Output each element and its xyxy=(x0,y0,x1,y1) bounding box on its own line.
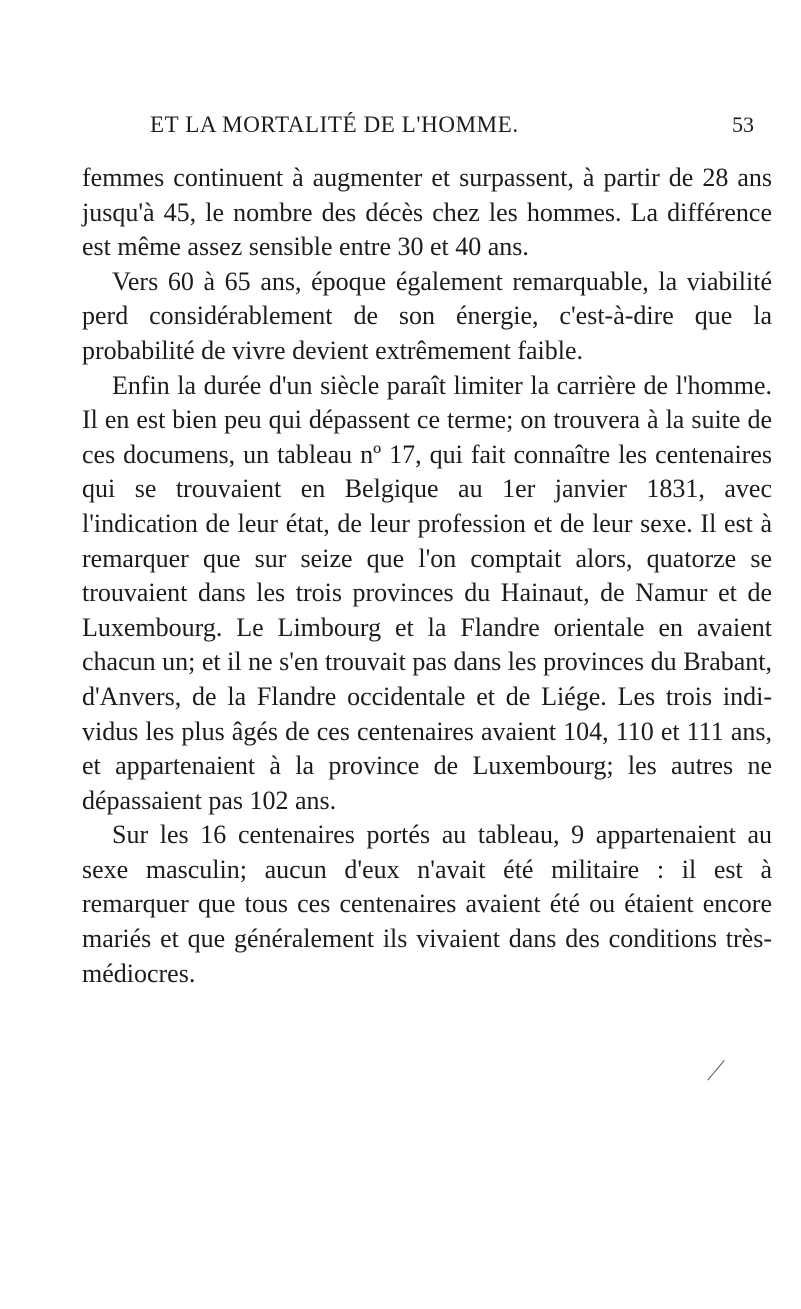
paragraph-4: Sur les 16 centenaires portés au tableau, 9 appartenaient au sexe masculin; aucun d'eux n'avait été militaire : il est à remarquer que tous ces centenaires avaient été ou étaient encore mariés et que généralement ils vivaient dans des conditions très-médiocres. xyxy=(82,820,772,988)
paragraph-1: femmes continuent à augmenter et surpassent, à partir de 28 ans jusqu'à 45, le nombre des décès chez les hommes. La différence est même assez sensible entre 30 et 40 ans. xyxy=(82,163,772,262)
paragraph-2: Vers 60 à 65 ans, époque également remarquable, la viabilité perd considérablement de son énergie, c'est-à-dire que la probabilité de vivre devient extrêmement faible. xyxy=(82,266,772,365)
page-number: 53 xyxy=(732,112,754,137)
paragraph-3: Enfin la durée d'un siècle paraît limiter la carrière de l'homme. Il en est bien peu qui dépassent ce terme; on trouvera à la suite de ces documens, un tableau nº 17, qui fait connaître les centenaires qui se trouvaient en Belgique au 1er janvier 1831, avec l'indication de leur état, de leur profession et de leur sexe. Il est à remarquer que sur seize que l'on comptait alors, quatorze se trouvaient dans les trois provinces du Hainaut, de Namur et de Luxembourg. Le Limbourg et la Flandre orientale en avaient chacun un; et il ne s'en trouvait pas dans les provinces du Brabant, d'Anvers, de la Flandre occidentale et de Liége. Les trois individus les plus âgés de ces centenaires avaient 104, 110 et 111 ans, et appartenaient à la province de Luxembourg; les autres ne dépassaient pas 102 ans. xyxy=(82,370,772,815)
stray-pen-mark xyxy=(707,1060,724,1081)
body-text xyxy=(82,161,772,991)
running-title: ET LA MORTALITÉ DE L'HOMME. xyxy=(150,112,519,137)
running-head xyxy=(82,112,772,146)
